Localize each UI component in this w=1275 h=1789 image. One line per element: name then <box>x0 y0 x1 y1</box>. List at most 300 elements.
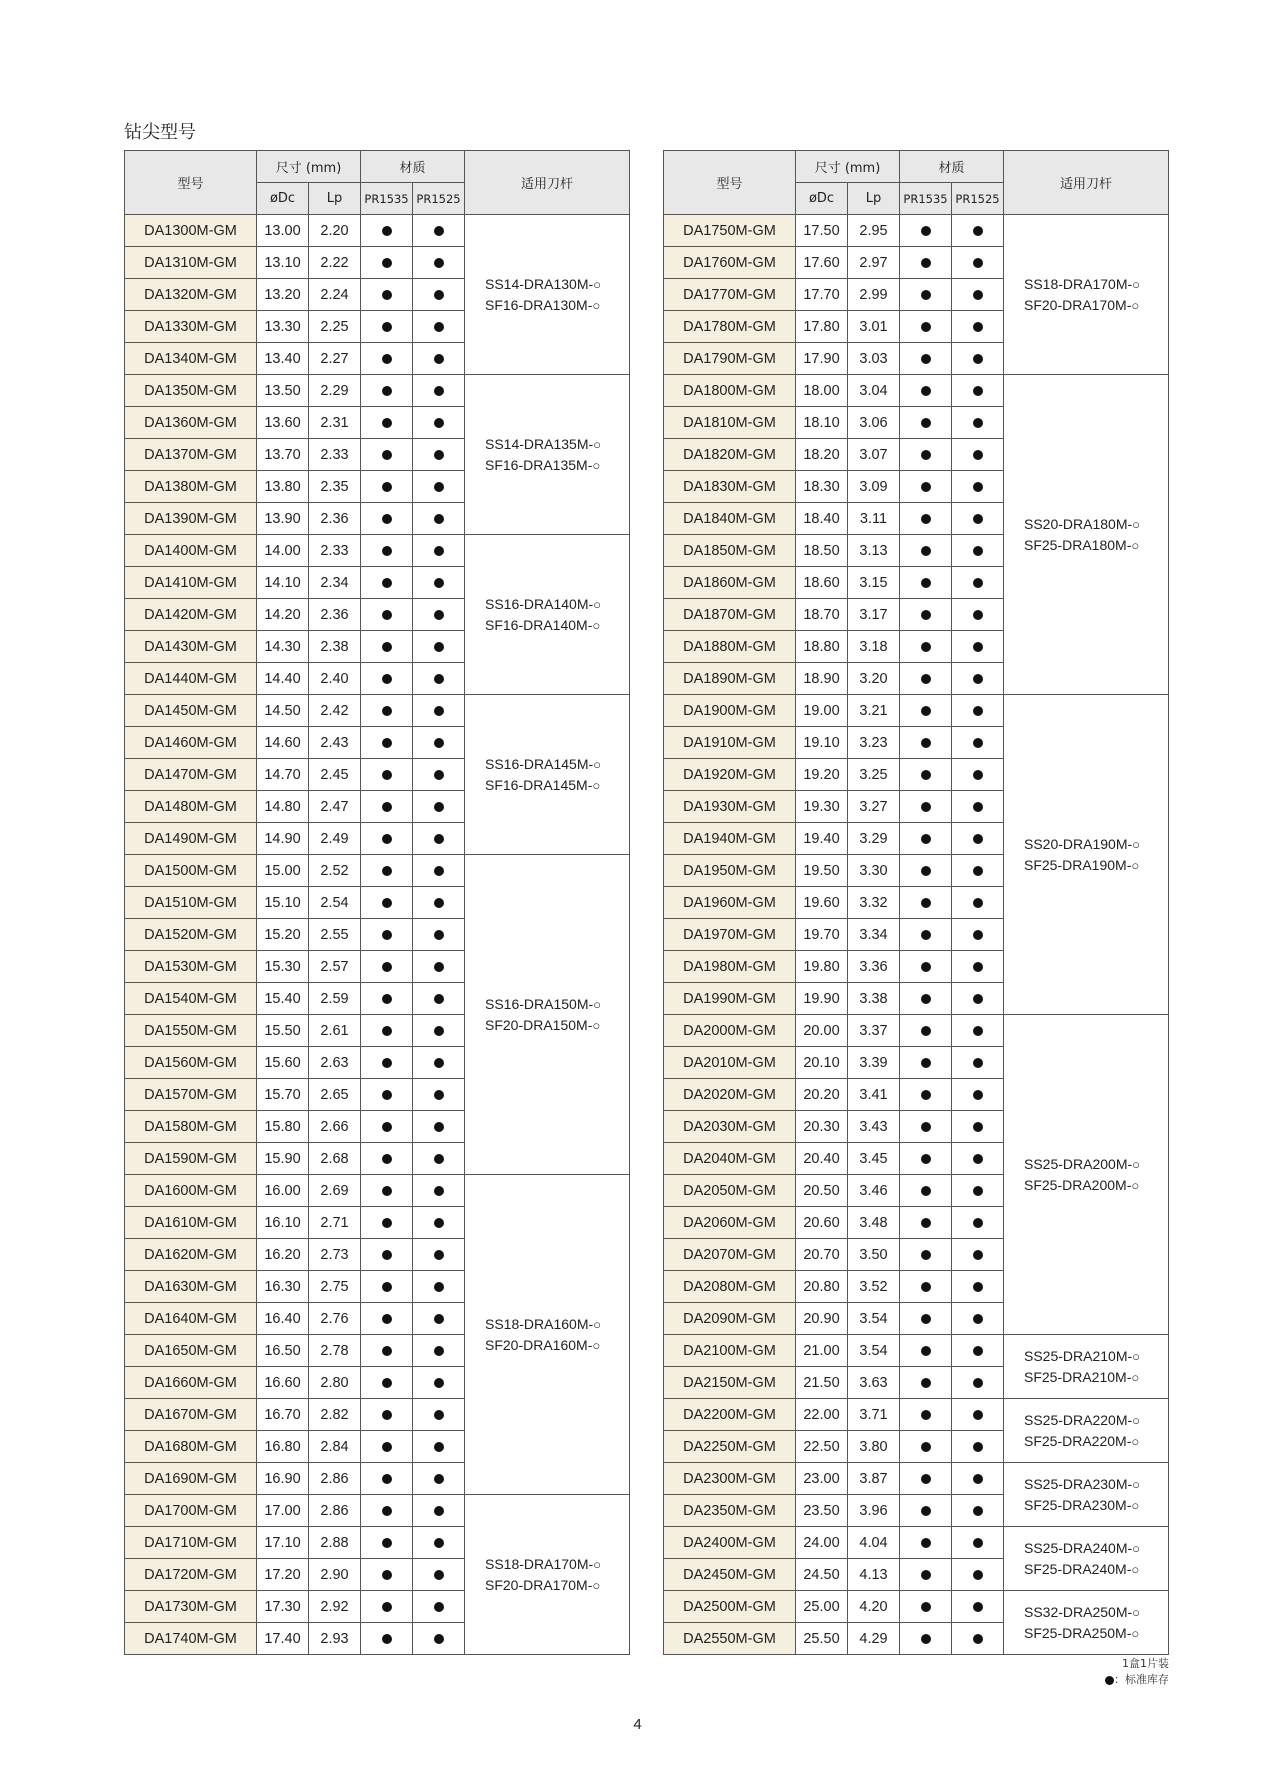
grade-pr1525-cell <box>952 1463 1004 1495</box>
stock-dot-icon <box>921 1378 931 1388</box>
lp-cell: 3.63 <box>848 1367 900 1399</box>
model-cell: DA1820M-GM <box>664 439 796 471</box>
table-row <box>125 695 630 727</box>
dc-cell: 16.00 <box>257 1175 309 1207</box>
stock-dot-icon <box>973 450 983 460</box>
grade-pr1535-cell <box>900 1079 952 1111</box>
stock-dot-icon <box>973 1570 983 1580</box>
stock-dot-icon <box>434 1218 444 1228</box>
model-cell: DA1960M-GM <box>664 887 796 919</box>
table-row <box>664 1335 1169 1367</box>
open-circle-icon: ○ <box>592 1337 601 1353</box>
lp-cell: 2.22 <box>309 247 361 279</box>
model-cell: DA1480M-GM <box>125 791 257 823</box>
model-cell: DA1830M-GM <box>664 471 796 503</box>
spec-table-right <box>663 150 1169 1655</box>
grade-pr1535-cell <box>361 1175 413 1207</box>
stock-dot-icon <box>921 290 931 300</box>
lp-cell: 2.45 <box>309 759 361 791</box>
dc-cell: 17.80 <box>796 311 848 343</box>
grade-pr1535-cell <box>900 663 952 695</box>
note-stock-line <box>1105 1672 1169 1688</box>
lp-cell: 2.59 <box>309 983 361 1015</box>
model-cell: DA1540M-GM <box>125 983 257 1015</box>
header-model: 型号 <box>125 151 257 215</box>
model-cell: DA1440M-GM <box>125 663 257 695</box>
lp-cell: 4.20 <box>848 1591 900 1623</box>
grade-pr1525-cell <box>952 311 1004 343</box>
lp-cell: 2.95 <box>848 215 900 247</box>
open-circle-icon: ○ <box>1131 857 1140 873</box>
lp-cell: 2.61 <box>309 1015 361 1047</box>
grade-pr1525-cell <box>952 407 1004 439</box>
holder-code: SF16-DRA140M- <box>485 616 593 633</box>
model-cell: DA1350M-GM <box>125 375 257 407</box>
stock-dot-icon <box>434 962 444 972</box>
grade-pr1525-cell <box>952 1623 1004 1655</box>
dc-cell: 18.70 <box>796 599 848 631</box>
stock-dot-icon <box>434 578 444 588</box>
model-cell: DA2030M-GM <box>664 1111 796 1143</box>
holder-line <box>1024 514 1168 535</box>
grade-pr1525-cell <box>952 663 1004 695</box>
holder-cell <box>1004 1015 1169 1335</box>
holder-line <box>485 1575 629 1596</box>
stock-dot-icon <box>973 1602 983 1612</box>
grade-pr1535-cell <box>900 983 952 1015</box>
stock-dot-icon <box>434 1506 444 1516</box>
model-cell: DA2100M-GM <box>664 1335 796 1367</box>
lp-cell: 2.63 <box>309 1047 361 1079</box>
lp-cell: 2.80 <box>309 1367 361 1399</box>
table-row <box>664 1015 1169 1047</box>
dc-cell: 13.00 <box>257 215 309 247</box>
grade-pr1535-cell <box>361 1559 413 1591</box>
grade-pr1535-cell <box>900 759 952 791</box>
stock-dot-icon <box>382 1282 392 1292</box>
grade-pr1535-cell <box>900 1239 952 1271</box>
stock-dot-icon <box>973 770 983 780</box>
dc-cell: 18.00 <box>796 375 848 407</box>
grade-pr1525-cell <box>413 791 465 823</box>
dc-cell: 17.30 <box>257 1591 309 1623</box>
stock-dot-icon <box>382 1026 392 1036</box>
stock-dot-icon <box>973 482 983 492</box>
stock-dot-icon <box>921 1538 931 1548</box>
dc-cell: 19.40 <box>796 823 848 855</box>
table-row <box>125 535 630 567</box>
dc-cell: 16.40 <box>257 1303 309 1335</box>
stock-dot-icon <box>921 866 931 876</box>
open-circle-icon: ○ <box>593 756 602 772</box>
table-row <box>664 375 1169 407</box>
stock-dot-icon <box>973 1250 983 1260</box>
grade-pr1535-cell <box>900 1495 952 1527</box>
lp-cell: 3.29 <box>848 823 900 855</box>
stock-dot-icon <box>973 1314 983 1324</box>
lp-cell: 3.46 <box>848 1175 900 1207</box>
lp-cell: 2.34 <box>309 567 361 599</box>
open-circle-icon: ○ <box>592 777 601 793</box>
dc-cell: 19.90 <box>796 983 848 1015</box>
header-lp: Lp <box>309 183 361 215</box>
lp-cell: 2.66 <box>309 1111 361 1143</box>
lp-cell: 2.38 <box>309 631 361 663</box>
dc-cell: 19.00 <box>796 695 848 727</box>
grade-pr1535-cell <box>900 1559 952 1591</box>
holder-code: SF25-DRA180M- <box>1024 536 1132 553</box>
lp-cell: 4.04 <box>848 1527 900 1559</box>
stock-dot-icon <box>973 1154 983 1164</box>
stock-dot-icon <box>382 1538 392 1548</box>
stock-dot-icon <box>382 1058 392 1068</box>
stock-dot-icon <box>921 1602 931 1612</box>
dc-cell: 14.70 <box>257 759 309 791</box>
stock-dot-icon <box>382 1154 392 1164</box>
model-cell: DA2300M-GM <box>664 1463 796 1495</box>
stock-dot-icon <box>973 1058 983 1068</box>
dc-cell: 14.90 <box>257 823 309 855</box>
stock-dot-icon <box>434 1154 444 1164</box>
model-cell: DA1490M-GM <box>125 823 257 855</box>
grade-pr1525-cell <box>413 1495 465 1527</box>
stock-dot-icon <box>434 1634 444 1644</box>
stock-dot-icon <box>973 802 983 812</box>
lp-cell: 3.15 <box>848 567 900 599</box>
holder-cell <box>465 535 630 695</box>
dc-cell: 20.90 <box>796 1303 848 1335</box>
grade-pr1525-cell <box>952 1591 1004 1623</box>
dc-cell: 17.10 <box>257 1527 309 1559</box>
stock-dot-icon <box>973 1538 983 1548</box>
stock-dot-icon <box>973 834 983 844</box>
holder-code: SS25-DRA200M- <box>1024 1155 1133 1172</box>
holder-cell <box>1004 375 1169 695</box>
grade-pr1535-cell <box>361 1015 413 1047</box>
model-cell: DA1920M-GM <box>664 759 796 791</box>
header-grade-pr1535: PR1535 <box>361 183 413 215</box>
holder-code: SS14-DRA130M- <box>485 275 594 292</box>
stock-dot-icon <box>921 386 931 396</box>
open-circle-icon: ○ <box>592 1017 601 1033</box>
grade-pr1535-cell <box>361 983 413 1015</box>
stock-dot-icon <box>434 1250 444 1260</box>
grade-pr1535-cell <box>900 599 952 631</box>
stock-dot-icon <box>973 706 983 716</box>
stock-dot-icon <box>921 1218 931 1228</box>
holder-code: SS16-DRA140M- <box>485 595 594 612</box>
lp-cell: 2.99 <box>848 279 900 311</box>
grade-pr1535-cell <box>900 951 952 983</box>
holder-code: SS25-DRA220M- <box>1024 1411 1133 1428</box>
grade-pr1535-cell <box>900 823 952 855</box>
grade-pr1535-cell <box>361 1207 413 1239</box>
stock-dot-icon <box>973 1506 983 1516</box>
grade-pr1535-cell <box>361 1527 413 1559</box>
grade-pr1525-cell <box>413 311 465 343</box>
lp-cell: 3.04 <box>848 375 900 407</box>
grade-pr1525-cell <box>413 855 465 887</box>
dc-cell: 14.50 <box>257 695 309 727</box>
dc-cell: 18.20 <box>796 439 848 471</box>
stock-dot-icon <box>382 1378 392 1388</box>
open-circle-icon: ○ <box>592 1577 601 1593</box>
grade-pr1535-cell <box>361 791 413 823</box>
stock-dot-icon <box>434 770 444 780</box>
stock-dot-icon <box>434 290 444 300</box>
model-cell: DA2200M-GM <box>664 1399 796 1431</box>
dc-cell: 20.10 <box>796 1047 848 1079</box>
stock-dot-icon <box>921 610 931 620</box>
stock-dot-icon <box>382 226 392 236</box>
open-circle-icon: ○ <box>1131 537 1140 553</box>
holder-cell <box>465 375 630 535</box>
lp-cell: 4.29 <box>848 1623 900 1655</box>
grade-pr1525-cell <box>413 1143 465 1175</box>
dc-cell: 17.70 <box>796 279 848 311</box>
stock-dot-icon <box>921 226 931 236</box>
dc-cell: 13.10 <box>257 247 309 279</box>
dc-cell: 19.70 <box>796 919 848 951</box>
holder-code: SS25-DRA230M- <box>1024 1475 1133 1492</box>
dc-cell: 19.80 <box>796 951 848 983</box>
grade-pr1525-cell <box>952 471 1004 503</box>
stock-dot-icon <box>382 1506 392 1516</box>
lp-cell: 3.06 <box>848 407 900 439</box>
stock-dot-icon <box>921 1026 931 1036</box>
holder-code: SS20-DRA180M- <box>1024 515 1133 532</box>
model-cell: DA1450M-GM <box>125 695 257 727</box>
table-row <box>664 1527 1169 1559</box>
lp-cell: 2.49 <box>309 823 361 855</box>
stock-dot-icon <box>921 1410 931 1420</box>
stock-dot-icon <box>921 418 931 428</box>
dc-cell: 25.50 <box>796 1623 848 1655</box>
grade-pr1525-cell <box>952 919 1004 951</box>
open-circle-icon: ○ <box>1132 1540 1141 1556</box>
dc-cell: 20.60 <box>796 1207 848 1239</box>
stock-dot-icon <box>382 674 392 684</box>
table-row <box>125 375 630 407</box>
grade-pr1525-cell <box>413 1591 465 1623</box>
holder-cell <box>465 855 630 1175</box>
model-cell: DA1690M-GM <box>125 1463 257 1495</box>
lp-cell: 3.37 <box>848 1015 900 1047</box>
model-cell: DA1630M-GM <box>125 1271 257 1303</box>
model-cell: DA1970M-GM <box>664 919 796 951</box>
lp-cell: 2.84 <box>309 1431 361 1463</box>
lp-cell: 2.36 <box>309 503 361 535</box>
dc-cell: 19.50 <box>796 855 848 887</box>
grade-pr1525-cell <box>413 1463 465 1495</box>
holder-code: SS18-DRA170M- <box>1024 275 1133 292</box>
stock-dot-icon <box>434 482 444 492</box>
grade-pr1525-cell <box>952 535 1004 567</box>
stock-dot-icon <box>434 898 444 908</box>
stock-dot-icon <box>973 1442 983 1452</box>
table-row <box>125 1175 630 1207</box>
model-cell: DA2500M-GM <box>664 1591 796 1623</box>
grade-pr1535-cell <box>361 695 413 727</box>
grade-pr1525-cell <box>413 1239 465 1271</box>
model-cell: DA1310M-GM <box>125 247 257 279</box>
stock-dot-icon <box>973 226 983 236</box>
lp-cell: 2.54 <box>309 887 361 919</box>
stock-dot-icon <box>921 450 931 460</box>
holder-line <box>485 594 629 615</box>
grade-pr1535-cell <box>361 1431 413 1463</box>
grade-pr1535-cell <box>900 1463 952 1495</box>
stock-dot-icon <box>382 290 392 300</box>
grade-pr1535-cell <box>361 1111 413 1143</box>
grade-pr1525-cell <box>413 759 465 791</box>
model-cell: DA1460M-GM <box>125 727 257 759</box>
grade-pr1535-cell <box>361 1495 413 1527</box>
grade-pr1525-cell <box>952 1303 1004 1335</box>
grade-pr1535-cell <box>900 471 952 503</box>
spec-table-body <box>125 215 630 1655</box>
stock-dot-icon <box>382 418 392 428</box>
footnote <box>1105 1656 1169 1688</box>
model-cell: DA2090M-GM <box>664 1303 796 1335</box>
open-circle-icon: ○ <box>1132 836 1141 852</box>
grade-pr1525-cell <box>952 1367 1004 1399</box>
holder-code: SS32-DRA250M- <box>1024 1603 1133 1620</box>
open-circle-icon: ○ <box>1132 1412 1141 1428</box>
model-cell: DA1870M-GM <box>664 599 796 631</box>
dc-cell: 13.40 <box>257 343 309 375</box>
dc-cell: 18.50 <box>796 535 848 567</box>
header-lp: Lp <box>848 183 900 215</box>
open-circle-icon: ○ <box>1132 1348 1141 1364</box>
grade-pr1535-cell <box>361 1335 413 1367</box>
holder-line <box>1024 855 1168 876</box>
holder-cell <box>1004 1527 1169 1591</box>
model-cell: DA1470M-GM <box>125 759 257 791</box>
lp-cell: 2.20 <box>309 215 361 247</box>
grade-pr1525-cell <box>413 1047 465 1079</box>
holder-line <box>1024 1431 1168 1452</box>
dc-cell: 16.80 <box>257 1431 309 1463</box>
model-cell: DA2150M-GM <box>664 1367 796 1399</box>
open-circle-icon: ○ <box>1131 1433 1140 1449</box>
grade-pr1535-cell <box>900 727 952 759</box>
grade-pr1525-cell <box>413 727 465 759</box>
stock-dot-icon <box>973 1218 983 1228</box>
stock-dot-icon <box>382 1250 392 1260</box>
lp-cell: 3.80 <box>848 1431 900 1463</box>
grade-pr1525-cell <box>413 1079 465 1111</box>
grade-pr1535-cell <box>361 279 413 311</box>
dc-cell: 15.00 <box>257 855 309 887</box>
grade-pr1535-cell <box>361 759 413 791</box>
grade-pr1525-cell <box>413 1367 465 1399</box>
grade-pr1535-cell <box>900 1303 952 1335</box>
grade-pr1525-cell <box>952 215 1004 247</box>
dc-cell: 19.10 <box>796 727 848 759</box>
lp-cell: 2.86 <box>309 1463 361 1495</box>
model-cell: DA1660M-GM <box>125 1367 257 1399</box>
grade-pr1535-cell <box>900 1175 952 1207</box>
holder-code: SF25-DRA210M- <box>1024 1368 1132 1385</box>
grade-pr1525-cell <box>413 1431 465 1463</box>
stock-dot-icon <box>382 1474 392 1484</box>
stock-dot-icon <box>382 898 392 908</box>
stock-dot-icon <box>382 482 392 492</box>
lp-cell: 3.41 <box>848 1079 900 1111</box>
grade-pr1535-cell <box>361 343 413 375</box>
grade-pr1525-cell <box>413 1335 465 1367</box>
lp-cell: 2.82 <box>309 1399 361 1431</box>
model-cell: DA2080M-GM <box>664 1271 796 1303</box>
lp-cell: 2.71 <box>309 1207 361 1239</box>
stock-dot-icon <box>973 610 983 620</box>
stock-dot-icon <box>434 354 444 364</box>
open-circle-icon: ○ <box>592 457 601 473</box>
stock-dot-icon <box>382 802 392 812</box>
stock-dot-icon <box>921 1314 931 1324</box>
grade-pr1525-cell <box>952 1239 1004 1271</box>
stock-dot-icon <box>382 1122 392 1132</box>
grade-pr1535-cell <box>900 1623 952 1655</box>
grade-pr1535-cell <box>361 503 413 535</box>
lp-cell: 3.27 <box>848 791 900 823</box>
holder-line <box>485 615 629 636</box>
grade-pr1525-cell <box>952 1015 1004 1047</box>
dc-cell: 20.50 <box>796 1175 848 1207</box>
grade-pr1525-cell <box>952 1399 1004 1431</box>
stock-dot-icon <box>382 962 392 972</box>
stock-dot-icon <box>434 834 444 844</box>
lp-cell: 2.69 <box>309 1175 361 1207</box>
grade-pr1525-cell <box>952 951 1004 983</box>
model-cell: DA1750M-GM <box>664 215 796 247</box>
stock-dot-icon <box>382 642 392 652</box>
lp-cell: 3.01 <box>848 311 900 343</box>
grade-pr1535-cell <box>361 1303 413 1335</box>
stock-dot-icon <box>973 1090 983 1100</box>
stock-dot-icon <box>382 514 392 524</box>
holder-code: SF20-DRA160M- <box>485 1336 593 1353</box>
model-cell: DA2350M-GM <box>664 1495 796 1527</box>
open-circle-icon: ○ <box>593 436 602 452</box>
grade-pr1525-cell <box>952 791 1004 823</box>
dc-cell: 14.30 <box>257 631 309 663</box>
stock-dot-icon <box>973 1474 983 1484</box>
grade-pr1525-cell <box>413 375 465 407</box>
stock-dot-icon <box>434 610 444 620</box>
stock-dot-icon <box>973 738 983 748</box>
dc-cell: 18.80 <box>796 631 848 663</box>
lp-cell: 2.43 <box>309 727 361 759</box>
model-cell: DA1950M-GM <box>664 855 796 887</box>
open-circle-icon: ○ <box>593 1316 602 1332</box>
dc-cell: 17.00 <box>257 1495 309 1527</box>
stock-dot-icon <box>973 642 983 652</box>
model-cell: DA1580M-GM <box>125 1111 257 1143</box>
model-cell: DA1340M-GM <box>125 343 257 375</box>
stock-dot-icon <box>434 1410 444 1420</box>
model-cell: DA1320M-GM <box>125 279 257 311</box>
stock-dot-icon <box>921 1506 931 1516</box>
dc-cell: 20.40 <box>796 1143 848 1175</box>
grade-pr1525-cell <box>413 1015 465 1047</box>
open-circle-icon: ○ <box>1132 516 1141 532</box>
grade-pr1525-cell <box>952 1175 1004 1207</box>
holder-cell <box>1004 215 1169 375</box>
dc-cell: 20.20 <box>796 1079 848 1111</box>
open-circle-icon: ○ <box>1131 1497 1140 1513</box>
